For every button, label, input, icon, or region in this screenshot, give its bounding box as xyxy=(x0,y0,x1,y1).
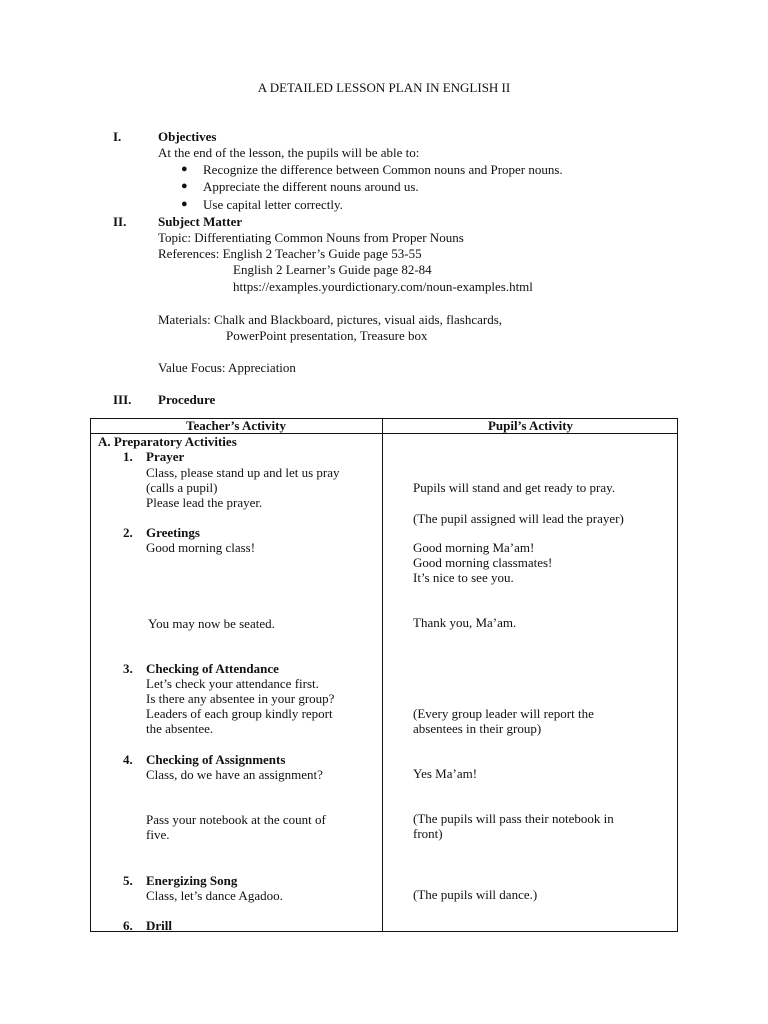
teacher-line: Let’s check your attendance first. xyxy=(146,676,319,691)
pupil-line: (The pupils will dance.) xyxy=(413,887,538,902)
page-title: A DETAILED LESSON PLAN IN ENGLISH II xyxy=(257,80,511,95)
energizing-song-heading: Energizing Song xyxy=(146,873,238,888)
teacher-line: Class, do we have an assignment? xyxy=(146,767,323,782)
references-line: English 2 Learner’s Guide page 82-84 xyxy=(233,262,432,277)
reference-url: https://examples.yourdictionary.com/noun-examples.html xyxy=(233,279,533,294)
teacher-line: Good morning class! xyxy=(146,540,256,555)
teacher-line: Is there any absentee in your group? xyxy=(146,691,335,706)
topic-line: Topic: Differentiating Common Nouns from Proper Nouns xyxy=(158,230,464,245)
greetings-heading: Greetings xyxy=(146,525,200,540)
references-line: References: English 2 Teacher’s Guide page 53-55 xyxy=(158,246,422,261)
pupil-line: front) xyxy=(413,826,443,841)
bullet-icon: ● xyxy=(181,163,188,175)
step-number: 1. xyxy=(123,449,133,464)
materials-line: PowerPoint presentation, Treasure box xyxy=(226,328,428,343)
bullet-icon: ● xyxy=(181,198,188,210)
teacher-line: Leaders of each group kindly report xyxy=(146,706,333,721)
pupil-line: Thank you, Ma’am. xyxy=(413,615,517,630)
pupil-line: absentees in their group) xyxy=(413,721,542,736)
drill-heading: Drill xyxy=(146,918,172,933)
teacher-line: Please lead the prayer. xyxy=(146,495,263,510)
teacher-line: You may now be seated. xyxy=(148,616,275,631)
pupil-line: Good morning Ma’am! xyxy=(413,540,535,555)
subject-matter-heading: Subject Matter xyxy=(158,214,243,229)
teacher-line: the absentee. xyxy=(146,721,214,736)
teacher-line: Class, let’s dance Agadoo. xyxy=(146,888,283,903)
procedure-numeral: III. xyxy=(113,392,132,407)
objective-item: Recognize the difference between Common nouns and Proper nouns. xyxy=(203,162,563,177)
bullet-icon: ● xyxy=(181,180,188,192)
step-number: 3. xyxy=(123,661,133,676)
pupil-activity-header: Pupil’s Activity xyxy=(487,418,574,433)
teacher-activity-header: Teacher’s Activity xyxy=(185,418,286,433)
teacher-line: Pass your notebook at the count of xyxy=(146,812,326,827)
assignments-heading: Checking of Assignments xyxy=(146,752,286,767)
pupil-line: (The pupil assigned will lead the prayer) xyxy=(413,511,624,526)
pupil-line: (The pupils will pass their notebook in xyxy=(413,811,614,826)
value-focus: Value Focus: Appreciation xyxy=(158,360,296,375)
pupil-line: Good morning classmates! xyxy=(413,555,553,570)
step-number: 5. xyxy=(123,873,133,888)
pupil-line: Yes Ma’am! xyxy=(413,766,478,781)
pupil-line: Pupils will stand and get ready to pray. xyxy=(413,480,616,495)
teacher-line: (calls a pupil) xyxy=(146,480,218,495)
objective-item: Use capital letter correctly. xyxy=(203,197,343,212)
attendance-heading: Checking of Attendance xyxy=(146,661,279,676)
materials-line: Materials: Chalk and Blackboard, pictures, visual aids, flashcards, xyxy=(158,312,503,327)
subject-matter-numeral: II. xyxy=(113,214,127,229)
pupil-line: (Every group leader will report the xyxy=(413,706,594,721)
step-number: 6. xyxy=(123,918,133,933)
teacher-line: Class, please stand up and let us pray xyxy=(146,465,340,480)
section-a-heading: A. Preparatory Activities xyxy=(98,434,237,449)
objectives-intro: At the end of the lesson, the pupils will be able to: xyxy=(158,145,420,160)
table-column-divider xyxy=(382,418,383,932)
prayer-heading: Prayer xyxy=(146,449,185,464)
objectives-heading: Objectives xyxy=(158,129,217,144)
procedure-heading: Procedure xyxy=(158,392,216,407)
step-number: 2. xyxy=(123,525,133,540)
teacher-line: five. xyxy=(146,827,170,842)
pupil-line: It’s nice to see you. xyxy=(413,570,514,585)
objectives-numeral: I. xyxy=(113,129,122,144)
objective-item: Appreciate the different nouns around us. xyxy=(203,179,419,194)
step-number: 4. xyxy=(123,752,133,767)
